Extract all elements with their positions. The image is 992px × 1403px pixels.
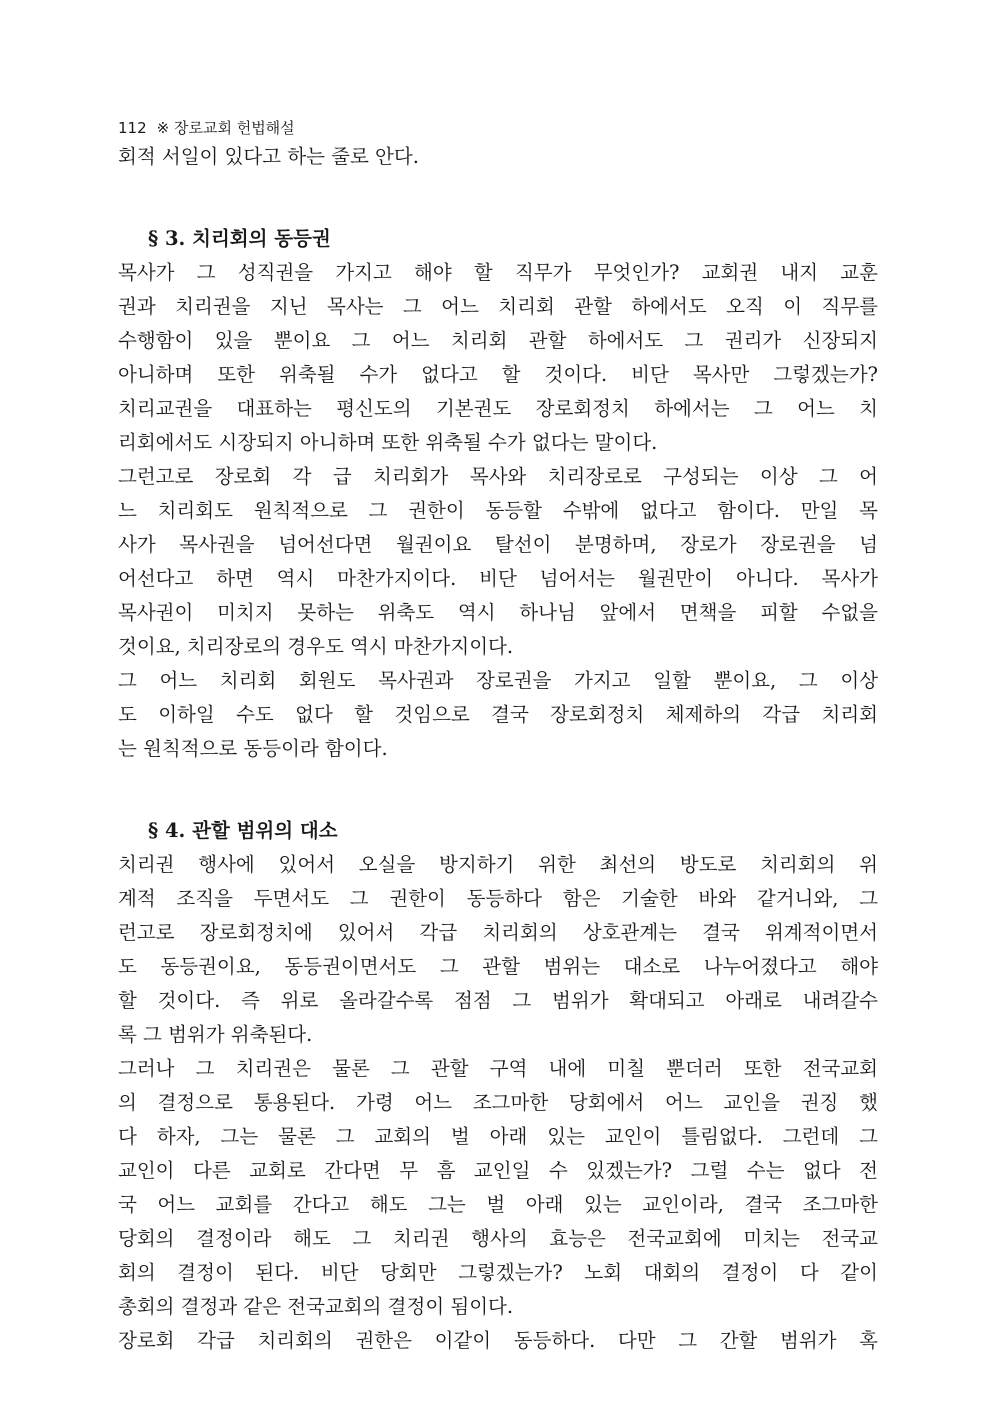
section-4-paragraph-1 xyxy=(118,848,878,1052)
section-3-paragraph-2 xyxy=(118,460,878,664)
book-title: ※ 장로교회 헌법해설 xyxy=(156,119,295,137)
paragraph-line: 교인이 다른 교회로 간다면 무 흠 교인일 수 있겠는가? 그럴 수는 없다 전 xyxy=(118,1159,878,1182)
running-header xyxy=(118,118,295,138)
paragraph-line: 국 어느 교회를 간다고 해도 그는 벌 아래 있는 교인이라, 결국 조그마한 xyxy=(118,1193,878,1216)
paragraph-line: 그 어느 치리회 회원도 목사권과 장로권을 가지고 일할 뿐이요, 그 이상 xyxy=(118,669,878,692)
section-3-paragraph-1 xyxy=(118,256,878,460)
section-3-heading: § 3. 치리회의 동등권 xyxy=(148,227,331,250)
paragraph-line: 계적 조직을 두면서도 그 권한이 동등하다 함은 기술한 바와 같거니와, 그 xyxy=(118,887,878,910)
paragraph-line: 치리권 행사에 있어서 오실을 방지하기 위한 최선의 방도로 치리회의 위 xyxy=(118,853,878,876)
paragraph-line: 그러나 그 치리권은 물론 그 관할 구역 내에 미칠 뿐더러 또한 전국교회 xyxy=(118,1057,878,1080)
paragraph-line: 목사가 그 성직권을 가지고 해야 할 직무가 무엇인가? 교회권 내지 교훈 xyxy=(118,261,878,284)
section-4-paragraph-2 xyxy=(118,1052,878,1324)
paragraph-line: 다 하자, 그는 물론 그 교회의 벌 아래 있는 교인이 틀림없다. 그런데 그 xyxy=(118,1125,878,1148)
paragraph-line: 런고로 장로회정치에 있어서 각급 치리회의 상호관계는 결국 위계적이면서 xyxy=(118,921,878,944)
paragraph-line: 도 이하일 수도 없다 할 것임으로 결국 장로회정치 체제하의 각급 치리회 xyxy=(118,703,878,726)
paragraph-line: 수행함이 있을 뿐이요 그 어느 치리회 관할 하에서도 그 권리가 신장되지 xyxy=(118,329,878,352)
paragraph-line: 리회에서도 시장되지 아니하며 또한 위축될 수가 없다는 말이다. xyxy=(118,431,658,454)
paragraph-line: 도 동등권이요, 동등권이면서도 그 관할 범위는 대소로 나누어졌다고 해야 xyxy=(118,955,878,978)
paragraph-line: 아니하며 또한 위축될 수가 없다고 할 것이다. 비단 목사만 그렇겠는가? xyxy=(118,363,878,386)
body-text xyxy=(118,140,878,1358)
paragraph-line: 느 치리회도 원칙적으로 그 권한이 동등할 수밖에 없다고 함이다. 만일 목 xyxy=(118,499,878,522)
paragraph-line: 의 결정으로 통용된다. 가령 어느 조그마한 당회에서 어느 교인을 권징 했 xyxy=(118,1091,878,1114)
paragraph-line: 는 원칙적으로 동등이라 함이다. xyxy=(118,737,388,760)
section-4-paragraph-3 xyxy=(118,1324,878,1358)
paragraph-line: 장로회 각급 치리회의 권한은 이같이 동등하다. 다만 그 간할 범위가 혹 xyxy=(118,1329,878,1352)
paragraph-line: 당회의 결정이라 해도 그 치리권 행사의 효능은 전국교회에 미치는 전국교 xyxy=(118,1227,878,1250)
section-4-heading: § 4. 관할 범위의 대소 xyxy=(148,819,338,842)
paragraph-line: 목사권이 미치지 못하는 위축도 역시 하나님 앞에서 면책을 피할 수없을 xyxy=(118,601,878,624)
section-gap xyxy=(118,174,878,222)
paragraph-line: 할 것이다. 즉 위로 올라갈수록 점점 그 범위가 확대되고 아래로 내려갈수 xyxy=(118,989,878,1012)
paragraph-line: 록 그 범위가 위축된다. xyxy=(118,1023,313,1046)
section-3-paragraph-3 xyxy=(118,664,878,766)
paragraph-line: 어선다고 하면 역시 마찬가지이다. 비단 넘어서는 월권만이 아니다. 목사가 xyxy=(118,567,878,590)
section-gap xyxy=(118,766,878,814)
paragraph-line: 회의 결정이 된다. 비단 당회만 그렇겠는가? 노회 대회의 결정이 다 같이 xyxy=(118,1261,878,1284)
paragraph-line: 사가 목사권을 넘어선다면 월권이요 탈선이 분명하며, 장로가 장로권을 넘 xyxy=(118,533,878,556)
paragraph-line: 그런고로 장로회 각 급 치리회가 목사와 치리장로로 구성되는 이상 그 어 xyxy=(118,465,878,488)
paragraph-line: 것이요, 치리장로의 경우도 역시 마찬가지이다. xyxy=(118,635,514,658)
intro-line: 회적 서일이 있다고 하는 줄로 안다. xyxy=(118,145,419,168)
paragraph-line: 권과 치리권을 지닌 목사는 그 어느 치리회 관할 하에서도 오직 이 직무를 xyxy=(118,295,878,318)
paragraph-line: 총회의 결정과 같은 전국교회의 결정이 됨이다. xyxy=(118,1295,514,1318)
page-number: 112 xyxy=(118,119,147,137)
paragraph-line: 치리교권을 대표하는 평신도의 기본권도 장로회정치 하에서는 그 어느 치 xyxy=(118,397,878,420)
